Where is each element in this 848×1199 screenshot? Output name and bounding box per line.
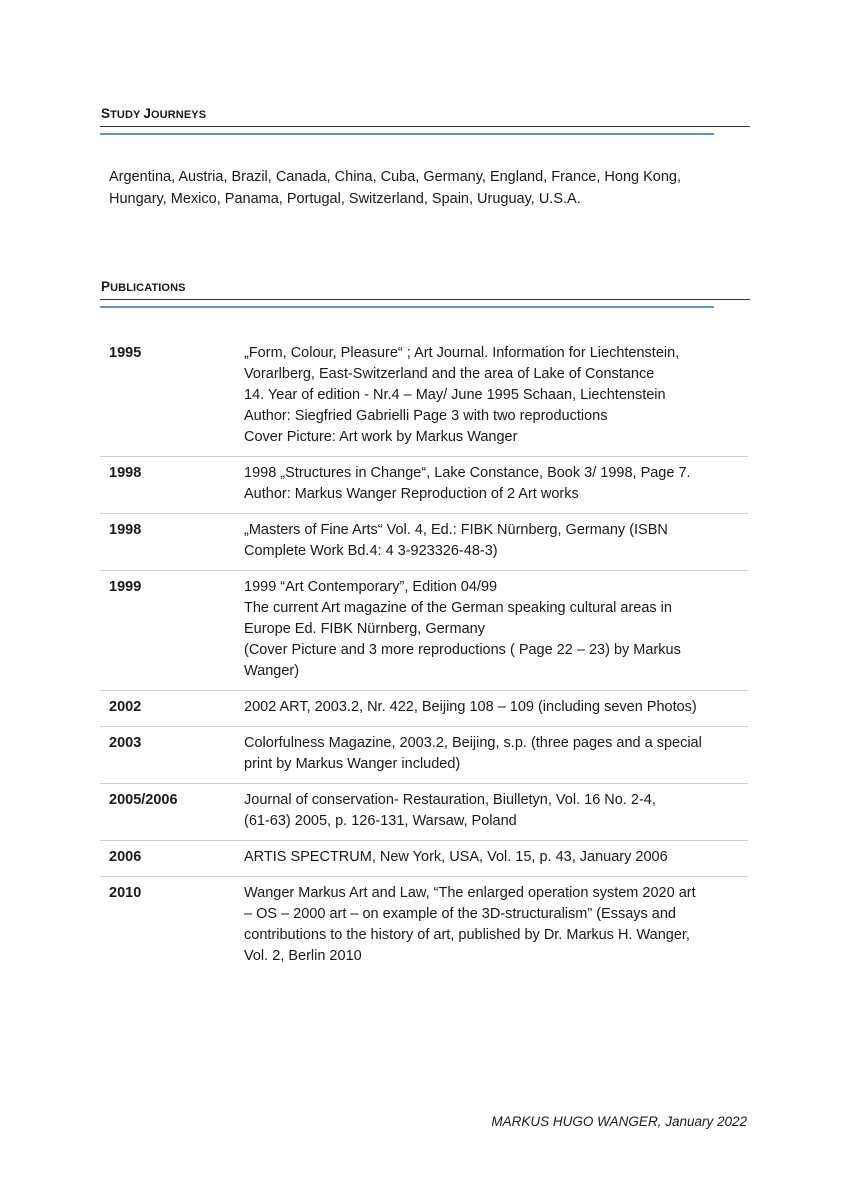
publication-year: 1999 [109, 579, 142, 595]
publication-description [244, 343, 748, 448]
publication-line: Vol. 2, Berlin 2010 [244, 948, 362, 964]
publication-description [244, 883, 748, 967]
heading-rest-2: OURNEYS [151, 109, 207, 121]
publications-heading [101, 279, 186, 294]
publication-row [100, 784, 748, 841]
heading-initial: P [101, 279, 111, 294]
heading-initial: S [101, 106, 111, 121]
publication-line: – OS – 2000 art – on example of the 3D-structuralism” (Essays and [244, 906, 676, 922]
heading-accent-rule [100, 133, 714, 135]
study-journeys-heading [101, 106, 206, 121]
publication-line: 1999 “Art Contemporary”, Edition 04/99 [244, 579, 498, 595]
publication-description [244, 520, 748, 562]
publication-description [244, 790, 748, 832]
publication-year: 2010 [109, 885, 142, 901]
publication-year: 1995 [109, 345, 142, 361]
heading-initial-2: J [143, 106, 152, 121]
publication-year: 1998 [109, 465, 142, 481]
publication-row [100, 727, 748, 784]
publication-description [244, 847, 748, 868]
publication-row [100, 841, 748, 877]
publication-year: 2005/2006 [109, 792, 178, 808]
publication-line: Colorfulness Magazine, 2003.2, Beijing, s.p. (three pages and a special [244, 735, 702, 751]
publication-line: 1998 „Structures in Change“, Lake Constance, Book 3/ 1998, Page 7. [244, 465, 691, 481]
publication-row [100, 514, 748, 571]
study-journeys-countries [109, 166, 749, 210]
countries-line: Hungary, Mexico, Panama, Portugal, Switzerland, Spain, Uruguay, U.S.A. [109, 191, 581, 207]
page-footer: MARKUS HUGO WANGER, January 2022 [491, 1114, 747, 1129]
publication-year: 2003 [109, 735, 142, 751]
publication-line: „Masters of Fine Arts“ Vol. 4, Ed.: FIBK Nürnberg, Germany (ISBN [244, 522, 668, 538]
publication-description [244, 577, 748, 682]
publication-line: (Cover Picture and 3 more reproductions ( Page 22 – 23) by Markus [244, 642, 681, 658]
publication-line: The current Art magazine of the German speaking cultural areas in [244, 600, 672, 616]
publication-line: Author: Markus Wanger Reproduction of 2 Art works [244, 486, 579, 502]
publication-line: (61-63) 2005, p. 126-131, Warsaw, Poland [244, 813, 517, 829]
publication-year: 1998 [109, 522, 142, 538]
publication-description [244, 733, 748, 775]
publication-row [100, 457, 748, 514]
heading-accent-rule [100, 306, 714, 308]
publication-row [100, 877, 748, 975]
publication-row [100, 571, 748, 691]
publication-year: 2006 [109, 849, 142, 865]
publication-line: Complete Work Bd.4: 4 3-923326-48-3) [244, 543, 498, 559]
publication-line: 2002 ART, 2003.2, Nr. 422, Beijing 108 – 109 (including seven Photos) [244, 699, 697, 715]
publication-line: Vorarlberg, East-Switzerland and the area of Lake of Constance [244, 366, 655, 382]
publication-year: 2002 [109, 699, 142, 715]
publication-line: „Form, Colour, Pleasure“ ; Art Journal. Information for Liechtenstein, [244, 345, 680, 361]
publication-line: 14. Year of edition - Nr.4 – May/ June 1995 Schaan, Liechtenstein [244, 387, 666, 403]
countries-line: Argentina, Austria, Brazil, Canada, China, Cuba, Germany, England, France, Hong Kong, [109, 169, 681, 185]
publication-line: Journal of conservation- Restauration, Biulletyn, Vol. 16 No. 2-4, [244, 792, 656, 808]
publication-line: Author: Siegfried Gabrielli Page 3 with two reproductions [244, 408, 608, 424]
publication-description [244, 463, 748, 505]
heading-rule [100, 299, 750, 300]
heading-rest: TUDY [110, 109, 144, 121]
publications-table [100, 337, 748, 975]
publication-line: ARTIS SPECTRUM, New York, USA, Vol. 15, p. 43, January 2006 [244, 849, 668, 865]
publication-row [100, 337, 748, 457]
publication-row [100, 691, 748, 727]
publication-line: Europe Ed. FIBK Nürnberg, Germany [244, 621, 485, 637]
heading-rest: UBLICATIONS [110, 282, 186, 294]
publication-line: print by Markus Wanger included) [244, 756, 461, 772]
publication-line: Wanger Markus Art and Law, “The enlarged operation system 2020 art [244, 885, 696, 901]
publication-description [244, 697, 748, 718]
publication-line: Cover Picture: Art work by Markus Wanger [244, 429, 518, 445]
heading-rule [100, 126, 750, 127]
publication-line: contributions to the history of art, published by Dr. Markus H. Wanger, [244, 927, 690, 943]
publication-line: Wanger) [244, 663, 300, 679]
